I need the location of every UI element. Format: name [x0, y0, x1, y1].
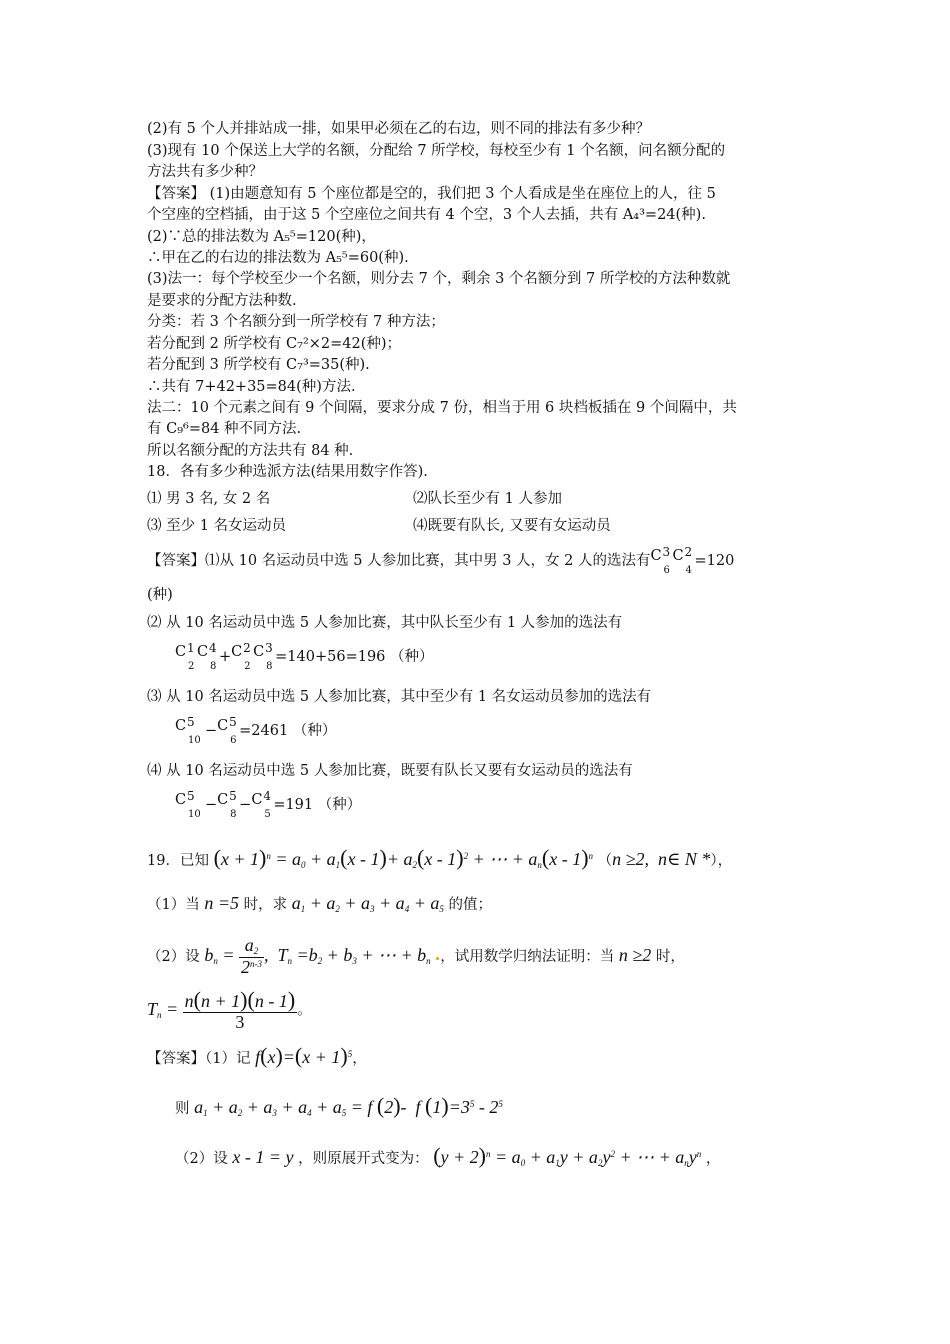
text-line: (2)有 5 个人并排站成一排，如果甲必须在乙的右边，则不同的排法有多少种？ [147, 121, 650, 137]
math-expression: x - 1 = y [232, 1147, 294, 1167]
subquestion-1: ⑴ 男 3 名, 女 2 名 [147, 491, 271, 507]
text-line: (种) [147, 587, 173, 603]
answer-19-line: （2）设 x - 1 = y ，则原展开式变为： $(y + 2)^n = a_0 + a_1y + a_2y^2$ + ⋯ + $a_ny^n$ ， [175, 1143, 721, 1168]
subquestion-2: ⑵队长至少有 1 人参加 [413, 491, 562, 507]
combination: C 4 5 [251, 789, 271, 820]
question-19: 19．已知 $(x + 1)^n = a_0 + a_1(x - 1)+ a_2(x - 1)^2$ + ⋯ + $a_n(x - 1)^n$ （n ≥2, n∈ N *）， [147, 845, 733, 870]
text-line: ⑶ 从 10 名运动员中选 5 人参加比赛，其中至少有 1 名女运动员参加的选法有 [147, 689, 652, 705]
text-line: 个空座的空档插，由于这 5 个空座位之间共有 4 个空，3 个人去插，共有 A₄³=24(种). [147, 207, 706, 223]
text-line: 所以名额分配的方法共有 84 种. [147, 443, 354, 459]
math-expression: $a_1 + a_2 + a_3 + a_4 + a_5$ [291, 893, 444, 914]
math-expression: $b_n$ = $\frac{a_2}{2^{n-3}}$ , $T_n =b_2 + b_3$ + ⋯ + $b_n$ [204, 935, 431, 977]
combination: C 5 8 [217, 789, 237, 820]
question-19-1: （1）当 n =5 时，求 $a_1 + a_2 + a_3 + a_4 + a_5$ 的值； [147, 893, 492, 914]
math-expression: $f(x)=(x + 1)^5$ [255, 1043, 353, 1068]
text-line: ⑵ 从 10 名运动员中选 5 人参加比赛，其中队长至少有 1 人参加的选法有 [147, 615, 623, 631]
question-19-2: （2）设 $b_n$ = $\frac{a_2}{2^{n-3}}$ , $T_n =b_2 + b_3$ + ⋯ + $b_n$ ，试用数学归纳法证明：当 n ≥2 时， [147, 935, 685, 977]
text-line: (3)法一：每个学校至少一个名额，则分去 7 个，剩余 3 个名额分到 7 所学校的方法种数就 [147, 271, 731, 287]
text-line: 若分配到 3 所学校有 C₇³=35(种). [147, 357, 370, 373]
formula-line: C 5 10 − C 5 6 =2461 （种） [175, 715, 337, 746]
combination: C 5 10 [175, 789, 201, 820]
combination: C 5 10 [175, 715, 201, 746]
subquestion-3: ⑶ 至少 1 名女运动员 [147, 518, 287, 534]
answer-line: 【答案】⑴从 10 名运动员中选 5 人参加比赛，其中男 3 人，女 2 人的选法有 C 3 6 C 2 4 =120 [147, 545, 735, 576]
subquestion-4: ⑷既要有队长, 又要有女运动员 [413, 518, 611, 534]
formula-line: C 5 10 − C 5 8 − C 4 5 =191 （种） [175, 789, 362, 820]
text-line: ∴共有 7+42+35=84(种)方法. [147, 379, 356, 395]
text-line: (3)现有 10 个保送上大学的名额，分配给 7 所学校，每校至少有 1 个名额，问名额分配的 [147, 143, 726, 159]
text-line: ⑷ 从 10 名运动员中选 5 人参加比赛，既要有队长又要有女运动员的选法有 [147, 763, 633, 779]
combination: C 3 6 [650, 545, 671, 576]
text-line: (2)∵总的排法数为 A₅⁵=120(种)， [147, 229, 376, 245]
math-expression: $(y + 2)^n = a_0 + a_1y + a_2y^2$ + ⋯ + $a_ny^n$ [433, 1143, 702, 1168]
combination: C 2 4 [672, 545, 693, 576]
formula-tn: $T_n$ = $\frac{n(n + 1)(n - 1)}{3}$ 。 [147, 987, 312, 1033]
math-expression: $(x + 1)^n = a_0 + a_1(x - 1)+ a_2(x - 1)^2$ + ⋯ + $a_n(x - 1)^n$ [213, 845, 594, 870]
math-expression: n ≥2 [618, 944, 652, 965]
math-expression: $a_1 + a_2 + a_3 + a_4 + a_5 = f$ (2)- f $(1)=3^5 - 2^5$ [194, 1093, 503, 1118]
text-line: ∴甲在乙的右边的排法数为 A₅⁵=60(种). [147, 250, 409, 266]
formula-line: C 1 2 C 4 8 + C 2 2 C 3 8 =140+56=196 （种） [175, 641, 434, 672]
math-expression: n =5 [204, 893, 239, 913]
combination: C 2 2 [231, 641, 251, 672]
combination: C 4 8 [197, 641, 217, 672]
text-line: 方法共有多少种？ [147, 164, 263, 180]
combination: C 5 6 [217, 715, 237, 746]
combination: C 3 8 [253, 641, 273, 672]
math-expression: $T_n$ = $\frac{n(n + 1)(n - 1)}{3}$ [147, 987, 296, 1033]
text-line: 有 C₉⁶=84 种不同方法. [147, 421, 302, 437]
answer-19: 【答案】（1）记 $f(x)=(x + 1)^5$， [147, 1043, 367, 1068]
text-line: 是要求的分配方法种数. [147, 293, 297, 309]
answer-line: 【答案】 (1)由题意知有 5 个座位都是空的，我们把 3 个人看成是坐在座位上的人，往 5 [147, 186, 716, 202]
text-line: 法二：10 个元素之间有 9 个间隔，要求分成 7 份，相当于用 6 块档板插在 9 个间隔中，共 [147, 400, 737, 416]
text-line: 分类：若 3 个名额分到一所学校有 7 种方法； [147, 314, 445, 330]
text-line: 若分配到 2 所学校有 C₇²×2=42(种)； [147, 336, 402, 352]
answer-19-line: 则 $a_1 + a_2 + a_3 + a_4 + a_5 = f$ (2)- f $(1)=3^5 - 2^5$ [175, 1093, 503, 1118]
question-heading: 18．各有多少种选派方法(结果用数字作答). [147, 464, 428, 480]
combination: C 1 2 [175, 641, 195, 672]
